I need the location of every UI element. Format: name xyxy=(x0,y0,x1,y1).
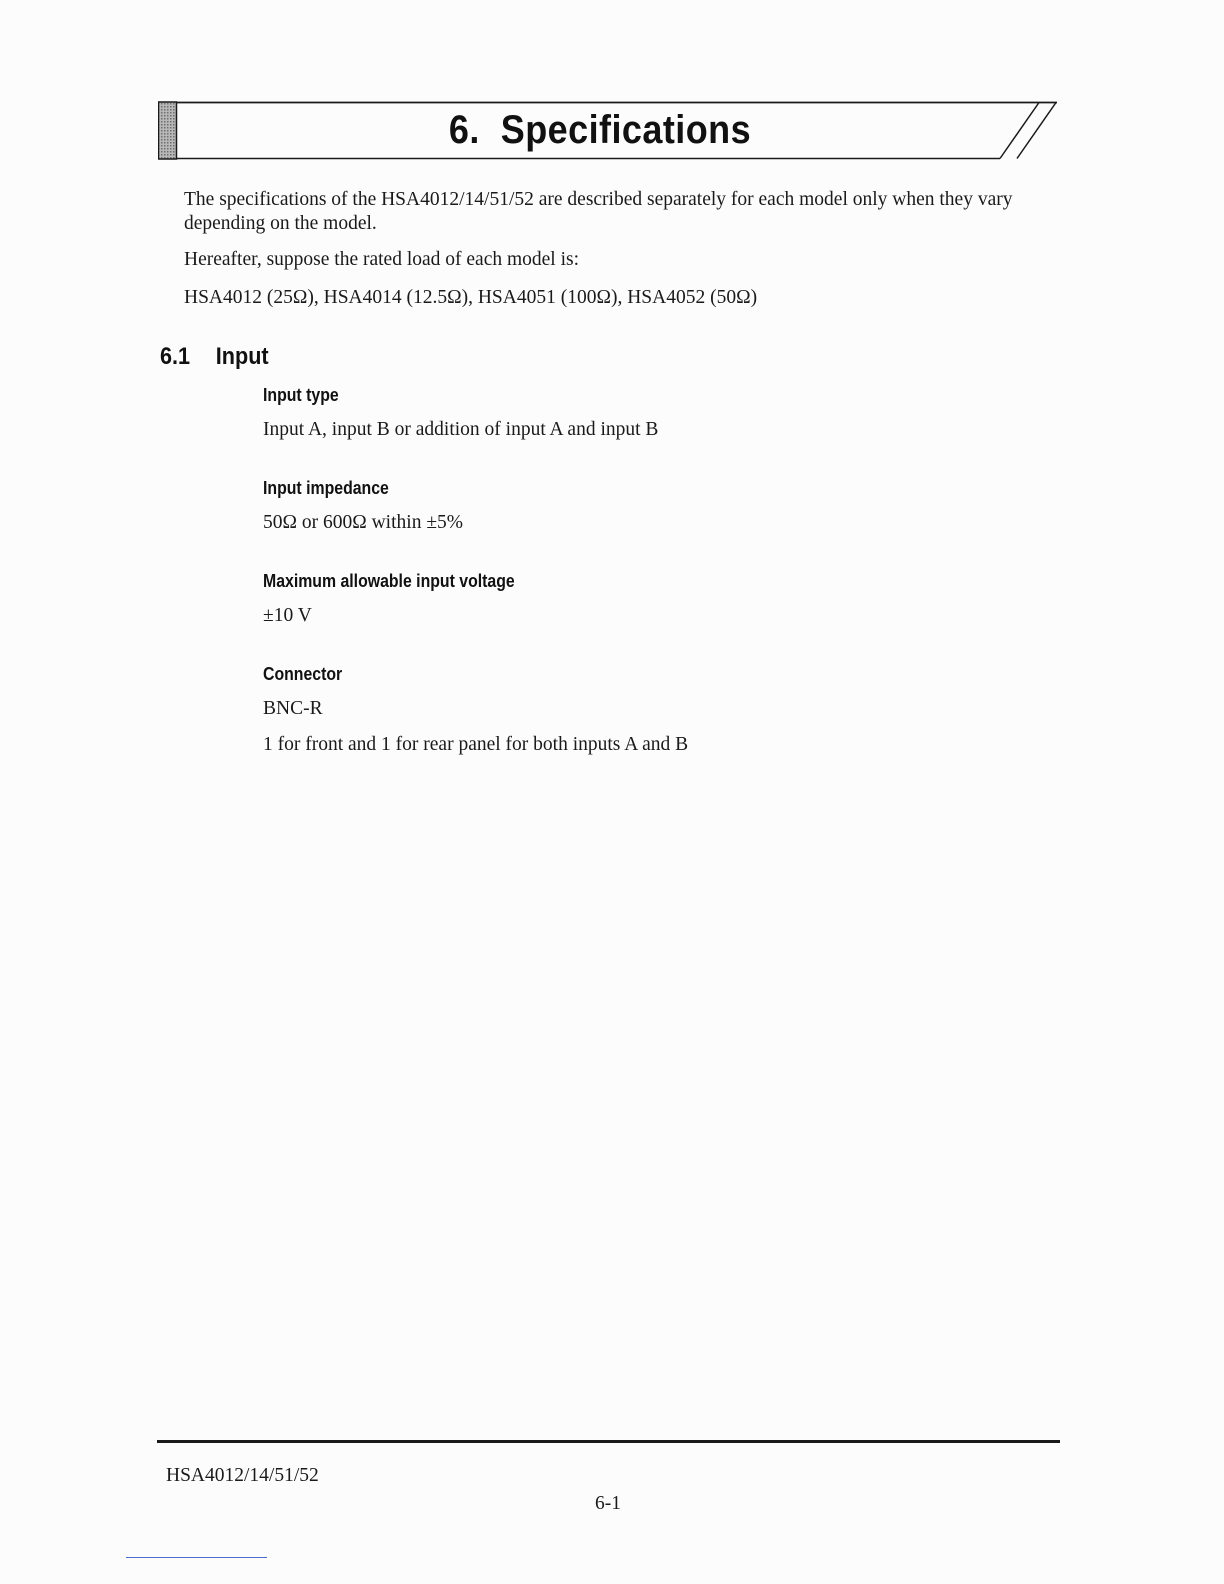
spec-input-type xyxy=(263,383,1063,442)
intro-paragraph-models: The specifications of the HSA4012/14/51/52 are described separately for each model only when they vary depending on the model. xyxy=(184,189,1013,234)
section-title: Input xyxy=(215,343,269,370)
section-heading xyxy=(160,342,269,372)
chapter-marker-block xyxy=(159,102,177,159)
chapter-title: 6. Specifications xyxy=(448,108,752,152)
spec-value: 50Ω or 600Ω within ±5% xyxy=(263,512,464,533)
spec-value: BNC-R xyxy=(263,698,323,719)
footer-page-number: 6-1 xyxy=(595,1493,621,1514)
spec-value-note: 1 for front and 1 for rear panel for both inputs A and B xyxy=(263,734,689,755)
intro-paragraph-rated-load: Hereafter, suppose the rated load of each model is: xyxy=(184,249,580,270)
spec-max-input-voltage xyxy=(263,569,1063,628)
spec-value: Input A, input B or addition of input A and input B xyxy=(263,419,659,440)
slash-decoration xyxy=(1000,103,1039,159)
spec-heading: Input impedance xyxy=(263,478,389,498)
footer-rule xyxy=(157,1440,1060,1443)
section-number: 6.1 xyxy=(160,343,191,370)
spec-heading: Maximum allowable input voltage xyxy=(263,571,515,591)
spec-heading: Connector xyxy=(263,664,343,684)
spec-connector xyxy=(263,662,1063,757)
scan-artifact-line xyxy=(126,1557,267,1558)
intro-paragraph-load-values: HSA4012 (25Ω), HSA4014 (12.5Ω), HSA4051 (100Ω), HSA4052 (50Ω) xyxy=(184,287,758,308)
spec-heading: Input type xyxy=(263,385,339,405)
spec-value: ±10 V xyxy=(263,605,312,626)
footer-model-name: HSA4012/14/51/52 xyxy=(166,1465,319,1486)
spec-input-impedance xyxy=(263,476,1063,535)
